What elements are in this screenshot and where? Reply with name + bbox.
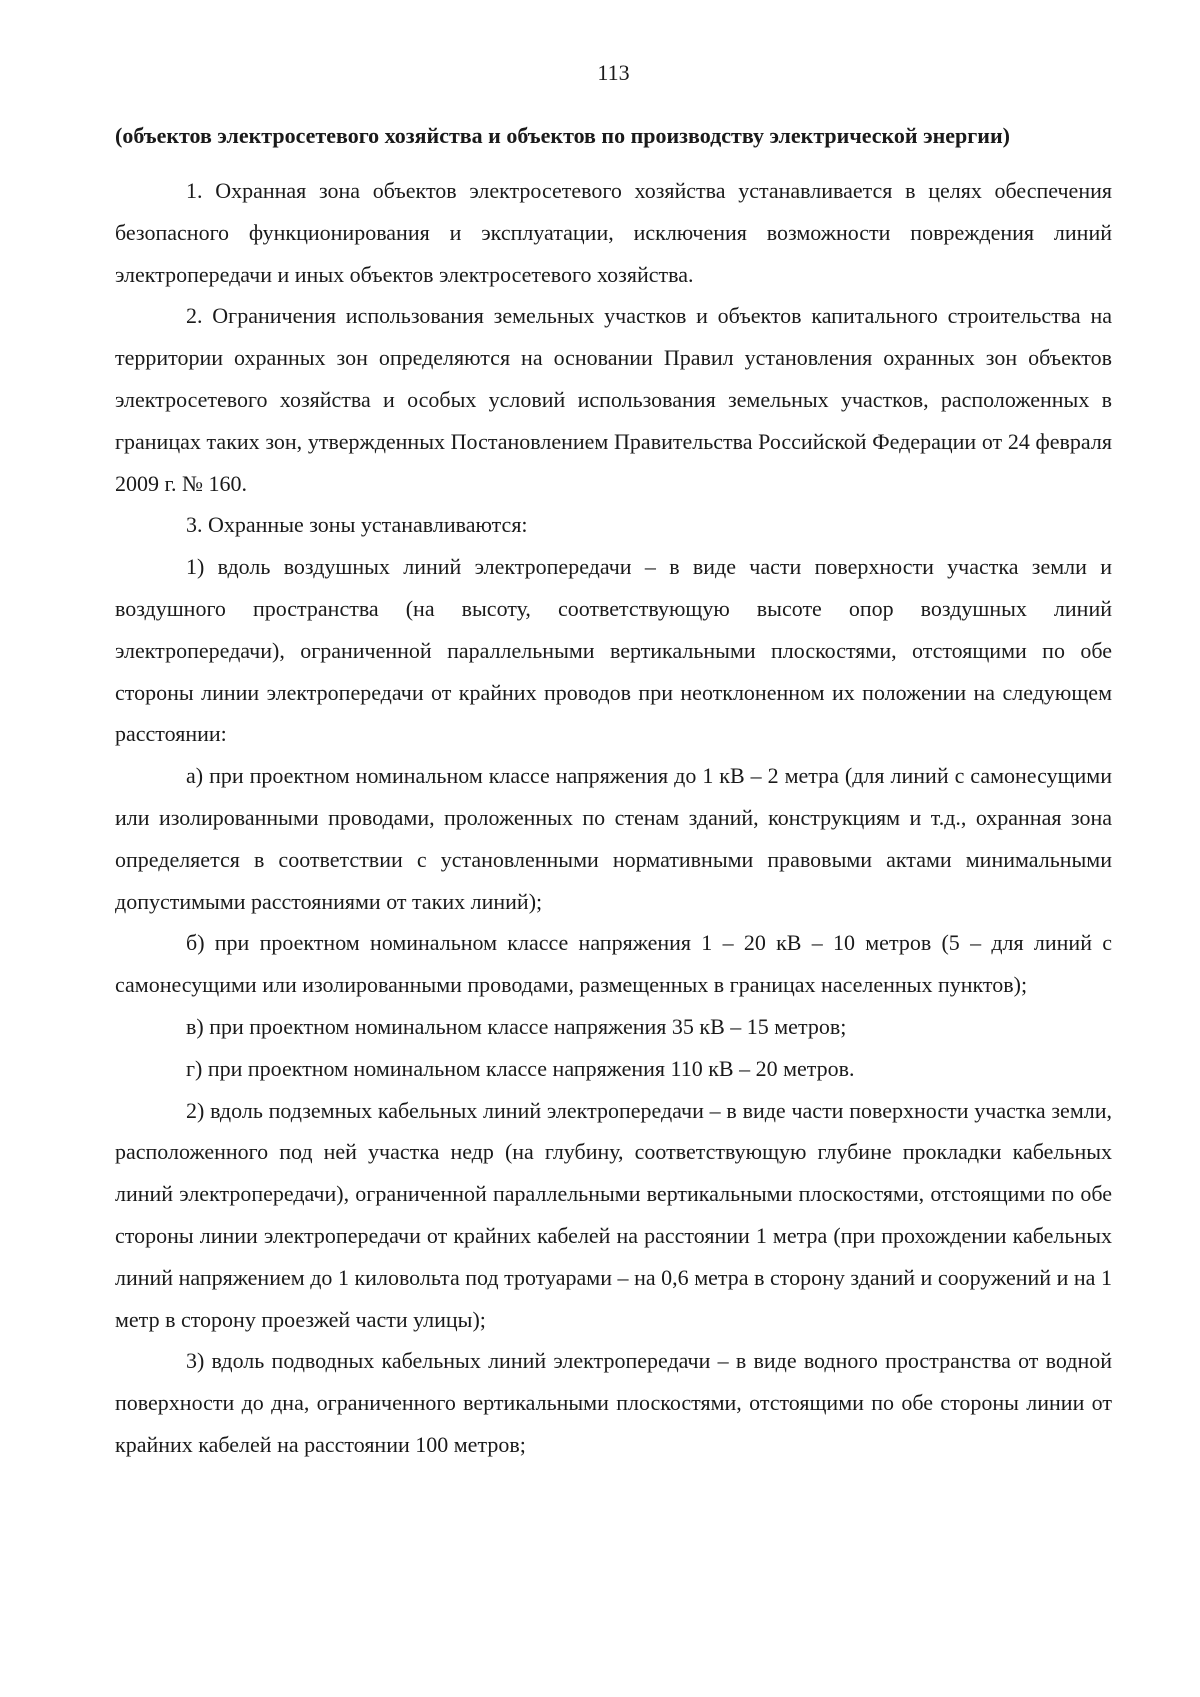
paragraph-3-3: 3) вдоль подводных кабельных линий электропередачи – в виде водного пространства от водной поверхности до дна, ограниченного вертикальными плоскостями, отстоящими по обе стороны линии от крайних кабелей на расстоянии 100 метров; [115, 1348, 1112, 1457]
paragraph-2: 2. Ограничения использования земельных участков и объектов капитального строительства на территории охранных зон определяются на основании Правил установления охранных зон объектов электросетевого хозяйства и особых условий использования земельных участков, расположенных в границах таких зон, утвержденных Постановлением Правительства Российской Федерации от 24 февраля 2009 г. № 160. [115, 303, 1112, 496]
page-number: 113 [597, 60, 630, 85]
paragraph-3-1-b: б) при проектном номинальном классе напряжения 1 – 20 кВ – 10 метров (5 – для линий с самонесущими или изолированными проводами, размещенных в границах населенных пунктов); [115, 930, 1112, 998]
section-heading: (объектов электросетевого хозяйства и объектов по производству электрической энергии) [115, 123, 1010, 148]
document-body [115, 170, 1112, 1466]
paragraph-3: 3. Охранные зоны устанавливаются: [186, 512, 528, 538]
paragraph-3-1-v: в) при проектном номинальном классе напряжения 35 кВ – 15 метров; [186, 1013, 847, 1039]
paragraph-1: 1. Охранная зона объектов электросетевого хозяйства устанавливается в целях обеспечения безопасного функционирования и эксплуатации, исключения возможности повреждения линий электропередачи и иных объектов электросетевого хозяйства. [115, 178, 1112, 287]
paragraph-3-2: 2) вдоль подземных кабельных линий электропередачи – в виде части поверхности участка земли, расположенного под ней участка недр (на глубину, соответствующую глубине прокладки кабельных линий электропередачи), ограниченной параллельными вертикальными плоскостями, отстоящими по обе стороны линии электропередачи от крайних кабелей на расстоянии 1 метра (при прохождении кабельных линий напряжением до 1 киловольта под тротуарами – на 0,6 метра в сторону зданий и сооружений и на 1 метр в сторону проезжей части улицы); [115, 1097, 1112, 1332]
paragraph-3-1-g: г) при проектном номинальном классе напряжения 110 кВ – 20 метров. [186, 1055, 855, 1081]
paragraph-3-1-a: а) при проектном номинальном классе напряжения до 1 кВ – 2 метра (для линий с самонесущими или изолированными проводами, проложенных по стенам зданий, конструкциям и т.д., охранная зона определяется в соответствии с установленными нормативными правовыми актами минимальными допустимыми расстояниями от таких линий); [115, 763, 1112, 914]
paragraph-3-1: 1) вдоль воздушных линий электропередачи – в виде части поверхности участка земли и воздушного пространства (на высоту, соответствующую высоте опор воздушных линий электропередачи), ограниченной параллельными вертикальными плоскостями, отстоящими по обе стороны линии электропередачи от крайних проводов при неотклоненном их положении на следующем расстоянии: [115, 554, 1112, 747]
